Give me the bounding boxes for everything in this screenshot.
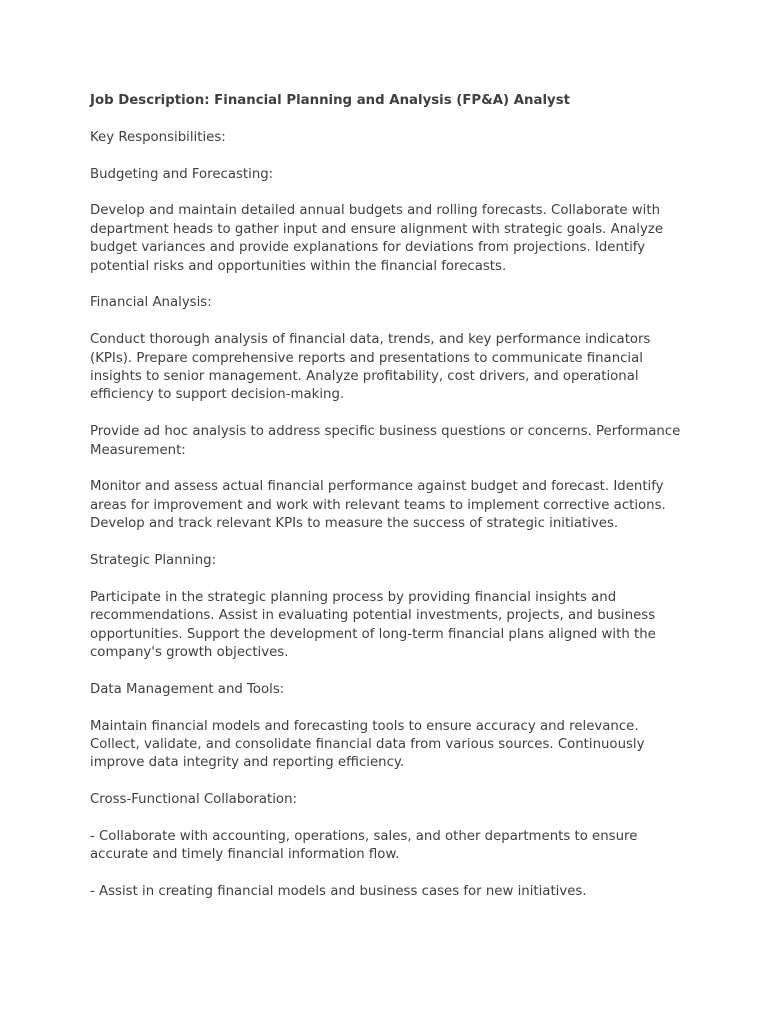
list-item-financial-models: - Assist in creating financial models and business cases for new initiatives. [90, 884, 587, 900]
document-title: Job Description: Financial Planning and Analysis (FP&A) Analyst [90, 93, 570, 108]
paragraph-data-management: Maintain financial models and forecasting tools to ensure accuracy and relevance. Collect, validate, and consolidate financial data from various sources. Continuously improve data integrity and reporting efficiency. [90, 718, 645, 771]
paragraph-ad-hoc-analysis: Provide ad hoc analysis to address specific business questions or concerns. Performance Measurement: [90, 424, 681, 458]
section-heading-financial-analysis: Financial Analysis: [90, 295, 212, 311]
section-heading-key-responsibilities: Key Responsibilities: [90, 129, 226, 145]
list-item-collaborate: - Collaborate with accounting, operations, sales, and other departments to ensure accurate and timely financial information flow. [90, 829, 638, 863]
section-heading-budgeting: Budgeting and Forecasting: [90, 166, 274, 182]
document-page [90, 92, 682, 920]
section-heading-cross-functional: Cross-Functional Collaboration: [90, 792, 297, 808]
paragraph-budgeting: Develop and maintain detailed annual budgets and rolling forecasts. Collaborate with department heads to gather input and ensure alignment with strategic goals. Analyze budget variances and provide explanations for deviations from projections. Identify potential risks and opportunities within the financial forecasts. [90, 203, 663, 274]
paragraph-performance-measurement: Monitor and assess actual financial performance against budget and forecast. Identify areas for improvement and work with relevant teams to implement corrective actions. Develop and track relevant KPIs to measure the success of strategic initiatives. [90, 479, 666, 532]
paragraph-financial-analysis: Conduct thorough analysis of financial data, trends, and key performance indicators (KPIs). Prepare comprehensive reports and presentations to communicate financial insights to senior management. Analyze profitability, cost drivers, and operational efficiency to support decision-making. [90, 332, 651, 403]
section-heading-data-management: Data Management and Tools: [90, 681, 285, 697]
section-heading-strategic-planning: Strategic Planning: [90, 553, 217, 569]
paragraph-strategic-planning: Participate in the strategic planning process by providing financial insights and recommendations. Assist in evaluating potential investments, projects, and business opportunities. Support the development of long-term financial plans aligned with the company's growth objectives. [90, 589, 656, 661]
